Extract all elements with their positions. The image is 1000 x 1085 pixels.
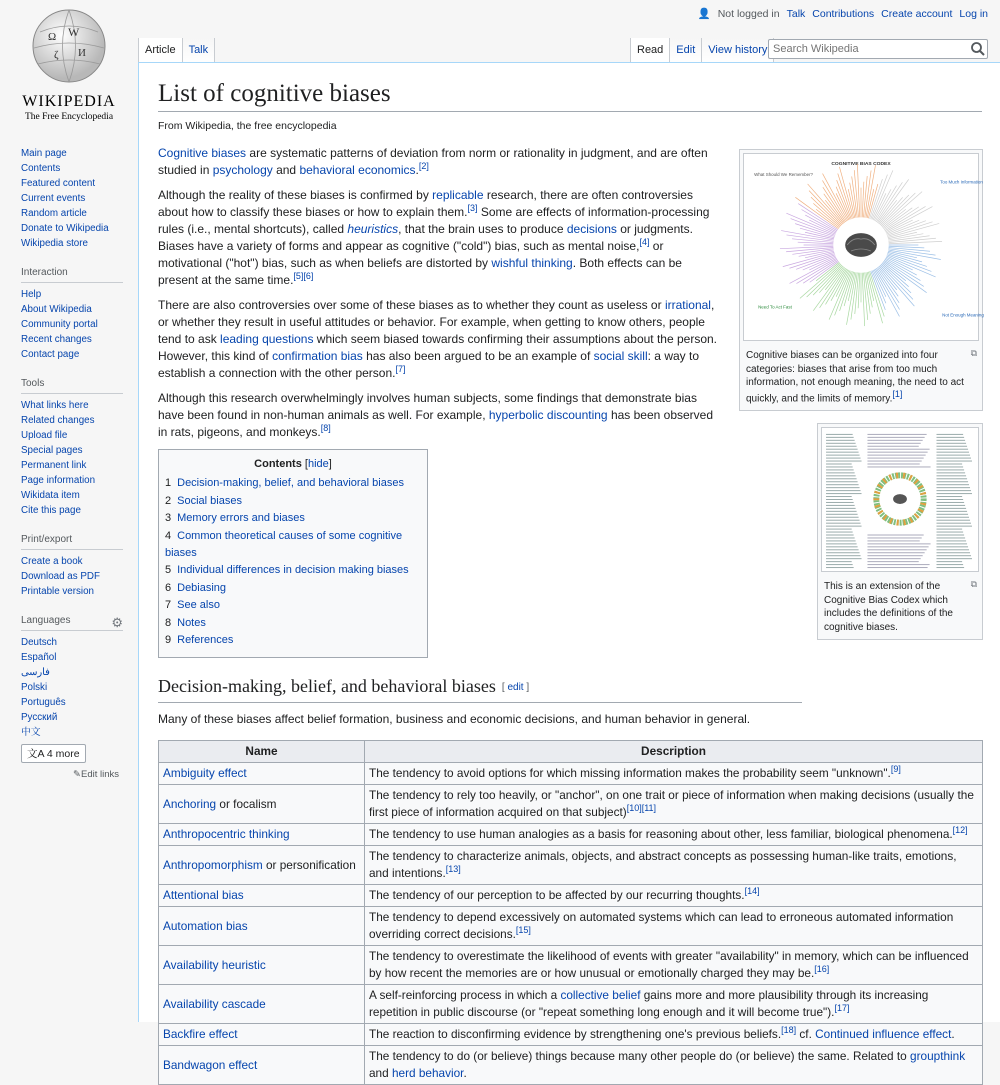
link-wishful-thinking[interactable]: wishful thinking: [491, 256, 573, 270]
translate-icon: 文A: [27, 748, 44, 760]
text: , or whether they result in useful attitudes or behavior. For example, when getting to know others, people tend to ask: [158, 298, 715, 346]
bias-table: [158, 740, 983, 1085]
bias-description: The tendency to use human analogies as a basis for reasoning about other, less familiar, biological phenomena.[12]: [365, 824, 983, 846]
toc-link[interactable]: References: [177, 634, 234, 647]
link-heuristics[interactable]: heuristics: [347, 222, 399, 236]
menu-heading: Languages: [21, 615, 123, 631]
tab-read[interactable]: Read: [630, 38, 669, 63]
site-subtitle: From Wikipedia, the free encyclopedia: [158, 120, 337, 132]
nav-download-pdf[interactable]: Download as PDF: [21, 571, 100, 582]
intro-paragraph-1: [158, 145, 718, 179]
toc-list: [165, 475, 421, 649]
text: .: [415, 163, 419, 177]
section-heading: Decision-making, belief, and behavioral biases [ edit ]: [158, 674, 802, 703]
bias-link[interactable]: Attentional bias: [163, 888, 244, 903]
globe-icon: [28, 8, 110, 84]
table-row: [159, 824, 983, 846]
text: . Both effects can be present at the same time.: [158, 256, 682, 287]
menu-heading: Tools: [21, 378, 123, 394]
wordmark: WIKIPEDIA: [22, 93, 116, 110]
link-leading-questions[interactable]: leading questions: [220, 332, 314, 346]
bias-link[interactable]: Anthropomorphism: [163, 857, 263, 872]
bias-link[interactable]: Backfire effect: [163, 1027, 238, 1042]
reference[interactable]: [10][11]: [626, 803, 657, 814]
caption-text: Cognitive biases can be organized into four categories: biases that arise from too much information, not enough meaning, the need to act quickly, and the limits of memory.: [746, 350, 964, 404]
codex-label-information: Too Much Information: [940, 179, 983, 185]
toc-number: 2: [165, 494, 172, 507]
codex-label-remember: What Should We Remember?: [754, 171, 814, 177]
link-social-skill[interactable]: social skill: [593, 349, 648, 363]
bias-description: The tendency to characterize animals, objects, and abstract concepts as possessing human-like traits, emotions, and intentions.[13]: [365, 846, 983, 885]
bias-description: The tendency to avoid options for which missing information makes the probability seem "unknown".[9]: [365, 763, 983, 785]
toc-title: Contents: [254, 458, 302, 470]
codex-title: COGNITIVE BIAS CODEX: [831, 161, 891, 167]
more-languages-label: 4 more: [46, 748, 80, 760]
namespace-tabs: [138, 38, 215, 63]
column-header-description: Description: [365, 741, 983, 763]
cognitive-bias-codex-image[interactable]: [743, 153, 984, 341]
toc-number: 4: [165, 529, 172, 542]
reference[interactable]: [9]: [890, 764, 901, 775]
lang-portugues[interactable]: Português: [21, 697, 66, 708]
nav-special-pages[interactable]: Special pages: [21, 445, 83, 456]
nav-page-information[interactable]: Page information: [21, 475, 96, 486]
nav-main: [21, 146, 127, 251]
bias-description: The tendency to overestimate the likelihood of events with greater "availability" in memory, which can be influenced by how recent the memories are or how unusual or emotionally charged they may be.[16]: [365, 946, 983, 985]
reference[interactable]: [14]: [744, 886, 760, 897]
brain-icon: [893, 494, 907, 504]
toc-link[interactable]: Memory errors and biases: [177, 512, 305, 525]
table-row: Anchoring or focalism The tendency to rely too heavily, or "anchor", on one trait or piece of information when making decisions (usually the first piece of information acquired on that subject)[10][11]: [159, 785, 983, 824]
not-logged-in: Not logged in: [717, 7, 780, 20]
toc-number: 9: [165, 634, 172, 647]
pencil-icon: ✎: [73, 769, 81, 780]
toc-link[interactable]: Debiasing: [177, 581, 227, 594]
text: or motivational ("hot") bias, such as when beliefs are distorted by: [158, 239, 664, 270]
nav-current-events[interactable]: Current events: [21, 193, 86, 204]
user-icon: 👤: [697, 8, 711, 20]
lang-deutsch[interactable]: Deutsch: [21, 637, 57, 648]
intro-paragraph-3: [158, 297, 718, 382]
table-row: [159, 985, 983, 1024]
reference[interactable]: [12]: [952, 825, 968, 836]
toc-heading: Contents [hide]: [254, 458, 332, 470]
nav-upload-file[interactable]: Upload file: [21, 430, 68, 441]
reference[interactable]: [13]: [445, 864, 461, 875]
bias-description: A self-reinforcing process in which a collective belief gains more and more plausibility through its increasing repetition in public discourse (or "repeat something long enough and it will become true").[17]: [365, 985, 983, 1024]
toc-item[interactable]: [165, 597, 421, 614]
page-title: List of cognitive biases: [158, 79, 982, 112]
inline-link[interactable]: groupthink: [910, 1049, 966, 1064]
reference[interactable]: [4]: [639, 237, 650, 247]
nav-wikidata-item[interactable]: Wikidata item: [21, 490, 80, 501]
edit-links-label: Edit links: [80, 769, 119, 780]
text: has been observed in rats, pigeons, and monkeys.: [158, 408, 714, 439]
table-row: [159, 1046, 983, 1085]
more-languages-button[interactable]: [21, 744, 86, 763]
menu-heading: Interaction: [21, 267, 123, 283]
text: and: [272, 163, 300, 177]
nav-featured-content[interactable]: Featured content: [21, 178, 96, 189]
lang-chinese[interactable]: 中文: [21, 727, 41, 738]
bias-link[interactable]: Anthropocentric thinking: [163, 827, 290, 842]
search-icon[interactable]: [970, 41, 986, 57]
link-cognitive-biases[interactable]: Cognitive biases: [158, 146, 247, 160]
table-row: [159, 885, 983, 907]
tagline: The Free Encyclopedia: [24, 112, 114, 122]
nav-store[interactable]: Wikipedia store: [21, 238, 88, 249]
bias-description: The tendency to depend excessively on automated systems which can lead to erroneous automated information overriding correct decisions.[15]: [365, 907, 983, 946]
reference[interactable]: [5][6]: [293, 271, 314, 281]
lang-farsi[interactable]: فارسی: [21, 667, 50, 678]
section-edit-link[interactable]: edit: [507, 682, 524, 694]
toc-hide-link[interactable]: hide: [307, 458, 329, 470]
section-title: Decision-making, belief, and behavioral biases: [158, 676, 496, 697]
bias-link[interactable]: Automation bias: [163, 918, 248, 933]
text: Although this research overwhelmingly involves human subjects, some findings that demonstrate bias have been found in non-human animals as well. For example,: [158, 391, 697, 422]
nav-donate[interactable]: Donate to Wikipedia: [21, 223, 109, 234]
toc-item[interactable]: [165, 528, 421, 563]
svg-text:И: И: [78, 47, 86, 59]
text: has also been argued to be an example of: [362, 349, 594, 363]
link-behavioral-economics[interactable]: behavioral economics: [299, 163, 416, 177]
svg-text:Ω: Ω: [48, 31, 57, 43]
reference[interactable]: [17]: [834, 1003, 850, 1014]
lang-espanol[interactable]: Español: [21, 652, 57, 663]
table-row: [159, 1024, 983, 1046]
table-row: [159, 946, 983, 985]
nav-permanent-link[interactable]: Permanent link: [21, 460, 87, 471]
caption-text: This is an extension of the Cognitive Bias Codex which includes the definitions of the cognitive biases.: [824, 581, 953, 633]
thumbnail-caption: [821, 577, 979, 636]
reference[interactable]: [2]: [418, 161, 429, 171]
table-row: Anthropomorphism or personification The tendency to characterize animals, objects, and abstract concepts as possessing human-like traits, emotions, and intentions.[13]: [159, 846, 983, 885]
svg-text:W: W: [68, 25, 80, 39]
tab-article[interactable]: Article: [138, 38, 182, 63]
bias-description: The tendency of our perception to be affected by our recurring thoughts.[14]: [365, 885, 983, 907]
inline-link[interactable]: Continued influence effect: [815, 1027, 952, 1042]
toc-item[interactable]: [165, 580, 421, 597]
nav-community-portal[interactable]: Community portal: [21, 319, 98, 330]
nav-about[interactable]: About Wikipedia: [21, 304, 92, 315]
nav-related-changes[interactable]: Related changes: [21, 415, 95, 426]
bias-link[interactable]: Availability cascade: [163, 996, 266, 1011]
bias-link[interactable]: Ambiguity effect: [163, 766, 247, 781]
nav-help[interactable]: Help: [21, 289, 42, 300]
nav-main-page[interactable]: Main page: [21, 148, 67, 159]
link-confirmation-bias[interactable]: confirmation bias: [272, 349, 363, 363]
toc-link[interactable]: See also: [177, 599, 220, 612]
table-of-contents: [158, 449, 428, 658]
bias-link[interactable]: Anchoring: [163, 796, 217, 811]
toc-number: 8: [165, 616, 172, 629]
nav-tools: [21, 378, 127, 518]
article-content: [138, 62, 1000, 1081]
toc-item[interactable]: [165, 493, 421, 510]
reference[interactable]: [3]: [467, 203, 478, 213]
reference[interactable]: [15]: [515, 925, 531, 936]
reference[interactable]: [7]: [395, 364, 406, 374]
nav-cite-page[interactable]: Cite this page: [21, 505, 81, 516]
nav-printable-version[interactable]: Printable version: [21, 586, 94, 597]
sidebar: [21, 146, 127, 796]
text: There are also controversies over some of these biases as to whether they count as useless or: [158, 298, 665, 312]
svg-text:ζ: ζ: [54, 49, 59, 61]
toc-item[interactable]: [165, 562, 421, 579]
codex-label-meaning: Not Enough Meaning: [942, 312, 984, 318]
menu-heading: Print/export: [21, 534, 123, 550]
column-header-name: Name: [159, 741, 365, 763]
brain-icon: [845, 233, 877, 257]
text: which seem biased towards confirming their assumptions about the person. However, this kind of: [158, 332, 717, 363]
table-header-row: [159, 741, 983, 763]
intro-paragraph-4: [158, 390, 718, 441]
nav-contact[interactable]: Contact page: [21, 349, 80, 360]
toc-number: 5: [165, 564, 172, 577]
link-decisions[interactable]: decisions: [566, 222, 617, 236]
search-input[interactable]: [768, 39, 988, 59]
toc-link[interactable]: Social biases: [177, 494, 242, 507]
nav-create-book[interactable]: Create a book: [21, 556, 83, 567]
thumbnail-caption: [743, 346, 979, 407]
table-row: [159, 763, 983, 785]
nav-languages: [21, 615, 127, 780]
reference[interactable]: [8]: [320, 423, 331, 433]
toc-number: 7: [165, 599, 172, 612]
nav-interaction: [21, 267, 127, 362]
bias-link[interactable]: Bandwagon effect: [163, 1057, 258, 1072]
toc-item[interactable]: [165, 475, 421, 492]
bias-description: The reaction to disconfirming evidence by strengthening one's previous beliefs.[18] cf. Continued influence effect.: [365, 1024, 983, 1046]
tab-edit[interactable]: Edit: [669, 38, 701, 63]
log-in-link[interactable]: Log in: [959, 7, 988, 20]
inline-link[interactable]: collective belief: [560, 988, 641, 1003]
nav-recent-changes[interactable]: Recent changes: [21, 334, 92, 345]
reference[interactable]: [18]: [781, 1025, 797, 1036]
toc-item[interactable]: [165, 632, 421, 649]
toc-number: 3: [165, 512, 172, 525]
view-tabs: [630, 38, 774, 63]
edit-links[interactable]: [21, 769, 127, 780]
enlarge-icon[interactable]: ⧉: [970, 348, 977, 358]
text: research, there are often controversies about how to classify these biases or how to explain them.: [158, 188, 693, 219]
contributions-link[interactable]: Contributions: [812, 7, 875, 20]
text: Some are effects of information-processing rules (i.e., mental shortcuts), called: [158, 205, 710, 236]
toc-link[interactable]: Notes: [177, 616, 206, 629]
gear-icon[interactable]: ⚙: [111, 615, 123, 630]
lang-russian[interactable]: Русский: [21, 712, 58, 723]
codex-extension-image[interactable]: [821, 427, 979, 572]
bias-description: The tendency to do (or believe) things because many other people do (or believe) the same. Related to groupthink and herd behavior.: [365, 1046, 983, 1085]
tab-talk[interactable]: Talk: [182, 38, 216, 63]
toc-item[interactable]: [165, 615, 421, 632]
toc-link[interactable]: Decision-making, belief, and behavioral biases: [177, 477, 404, 490]
reference[interactable]: [1]: [892, 388, 903, 399]
bias-description: The tendency to rely too heavily, or "anchor", on one trait or piece of information when making decisions (usually the first piece of information acquired on that subject)[10][11]: [365, 785, 983, 824]
link-irrational[interactable]: irrational: [664, 298, 711, 312]
nav-what-links-here[interactable]: What links here: [21, 400, 89, 411]
toc-link[interactable]: Common theoretical causes of some cognitive biases: [165, 529, 403, 560]
table-row: [159, 907, 983, 946]
nav-contents[interactable]: Contents: [21, 163, 61, 174]
wikipedia-logo[interactable]: [14, 8, 124, 128]
intro-paragraph-2: [158, 187, 718, 289]
link-psychology[interactable]: psychology: [212, 163, 273, 177]
codex-label-act-fast: Need To Act Fast: [758, 304, 792, 310]
toc-number: 6: [165, 581, 172, 594]
section-intro: Many of these biases affect belief formation, business and economic decisions, and human behavior in general.: [158, 712, 751, 727]
nav-print: [21, 534, 127, 599]
bias-link[interactable]: Availability heuristic: [163, 957, 266, 972]
lang-polski[interactable]: Polski: [21, 682, 48, 693]
enlarge-icon[interactable]: ⧉: [970, 579, 977, 589]
nav-random-article[interactable]: Random article: [21, 208, 87, 219]
text: , that the brain uses to produce: [398, 222, 567, 236]
text: are systematic patterns of deviation from norm or rationality in judgment, and are often studied in: [158, 146, 708, 177]
thumbnail-codex: [739, 149, 983, 411]
talk-link[interactable]: Talk: [786, 7, 806, 20]
toc-number: 1: [165, 477, 172, 490]
toc-item[interactable]: [165, 510, 421, 527]
text: or judgments. Biases have a variety of forms and appear as cognitive ("cold") bias, such as mental noise,: [158, 222, 693, 253]
tab-view-history[interactable]: View history: [701, 38, 774, 63]
toc-link[interactable]: Individual differences in decision making biases: [177, 564, 409, 577]
inline-link[interactable]: herd behavior: [391, 1066, 464, 1081]
text: Although the reality of these biases is confirmed by: [158, 188, 433, 202]
link-replicable[interactable]: replicable: [432, 188, 484, 202]
create-account-link[interactable]: Create account: [881, 7, 953, 20]
reference[interactable]: [16]: [814, 964, 830, 975]
text: : a way to establish a connection with the other person.: [158, 349, 699, 380]
thumbnail-codex-extension: [817, 423, 983, 640]
personal-tools: [698, 7, 988, 20]
link-hyperbolic-discounting[interactable]: hyperbolic discounting: [488, 408, 608, 422]
